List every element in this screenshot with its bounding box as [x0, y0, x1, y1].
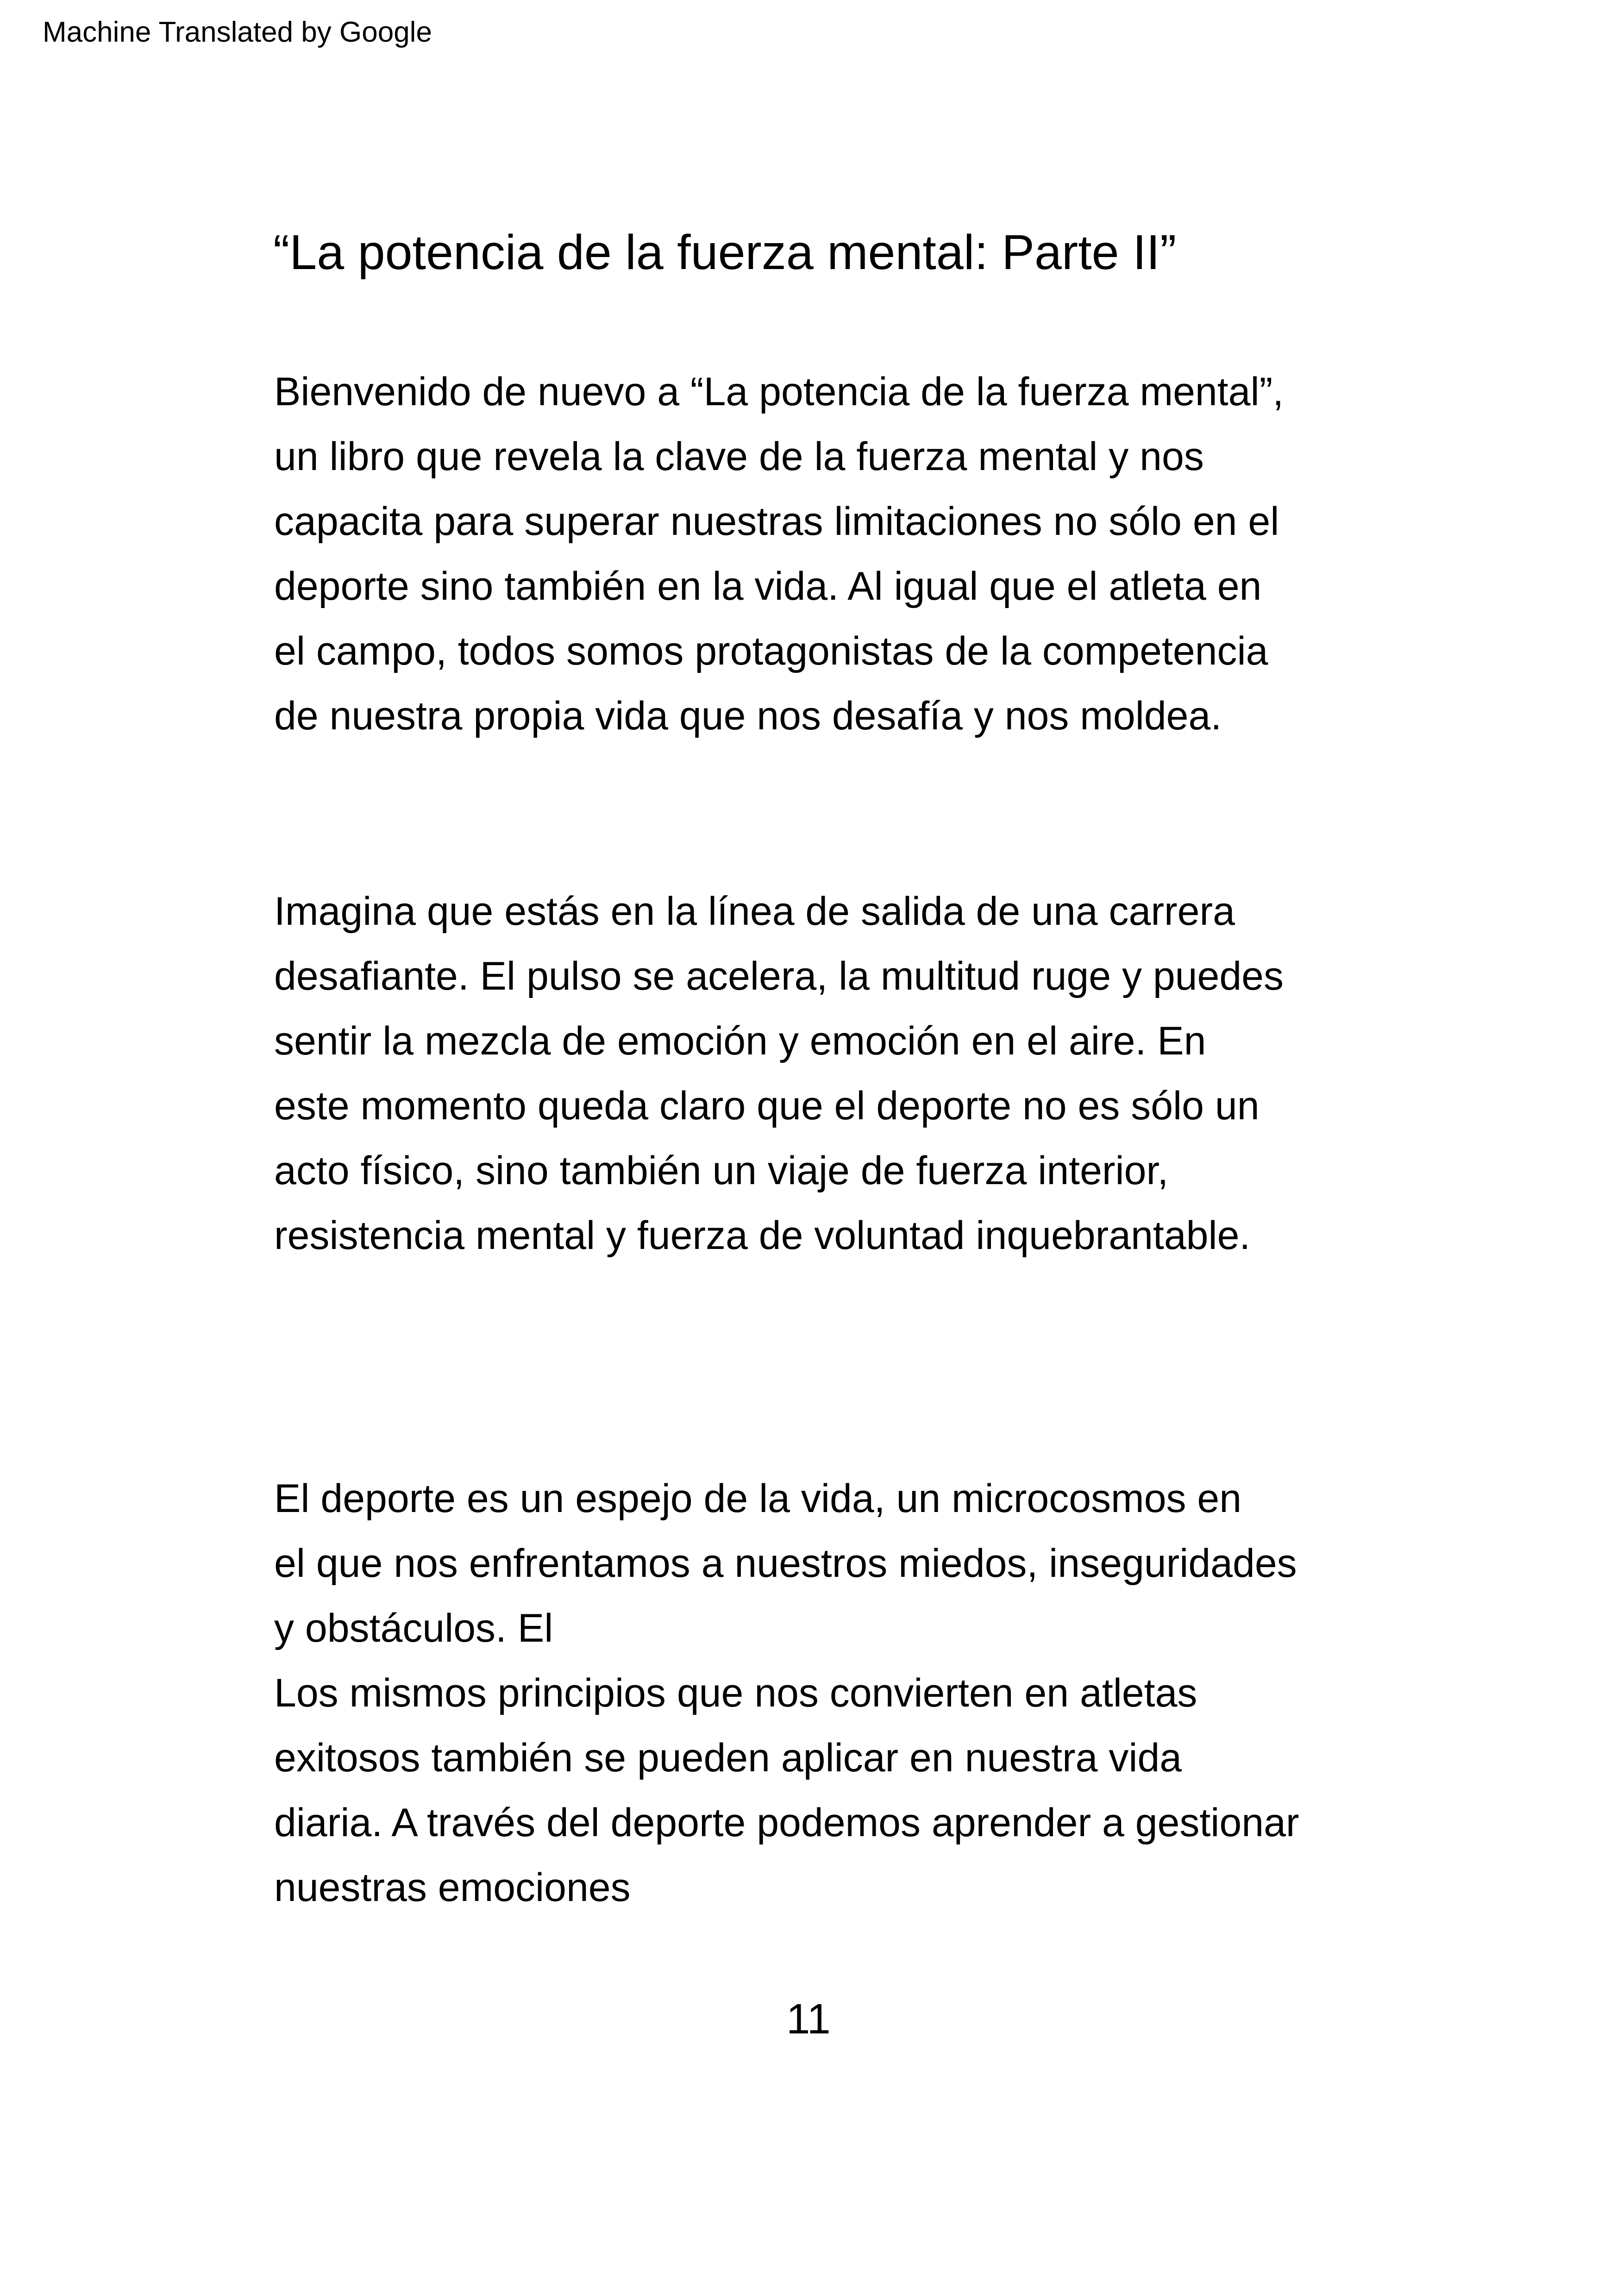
- paragraph-line: Bienvenido de nuevo a “La potencia de la fuerza mental”,: [274, 370, 1284, 414]
- paragraph-line: resistencia mental y fuerza de voluntad inquebrantable.: [274, 1213, 1251, 1258]
- paragraph-line: de nuestra propia vida que nos desafía y nos moldea.: [274, 694, 1222, 738]
- paragraph-line: el que nos enfrentamos a nuestros miedos, inseguridades: [274, 1541, 1297, 1586]
- paragraph-line: el campo, todos somos protagonistas de la competencia: [274, 629, 1268, 673]
- paragraph-line: Imagina que estás en la línea de salida de una carrera: [274, 889, 1235, 934]
- paragraph-2: [274, 879, 1395, 1268]
- paragraph-line: deporte sino también en la vida. Al igual que el atleta en: [274, 564, 1262, 609]
- paragraph-line: sentir la mezcla de emoción y emoción en el aire. En: [274, 1019, 1206, 1063]
- paragraph-line: y obstáculos. El: [274, 1606, 553, 1650]
- paragraph-line: un libro que revela la clave de la fuerza mental y nos: [274, 434, 1204, 479]
- paragraph-line: Los mismos principios que nos convierten en atletas: [274, 1671, 1197, 1715]
- paragraph-line: acto físico, sino también un viaje de fuerza interior,: [274, 1148, 1169, 1193]
- paragraph-line: diaria. A través del deporte podemos aprender a gestionar: [274, 1800, 1299, 1845]
- paragraph-line: este momento queda claro que el deporte no es sólo un: [274, 1084, 1260, 1128]
- paragraph-line: nuestras emociones: [274, 1865, 631, 1910]
- paragraph-line: El deporte es un espejo de la vida, un microcosmos en: [274, 1476, 1242, 1521]
- paragraph-line: capacita para superar nuestras limitaciones no sólo en el: [274, 499, 1279, 544]
- page-title: “La potencia de la fuerza mental: Parte II”: [273, 225, 1177, 280]
- paragraph-3: [274, 1466, 1395, 1920]
- paragraph-line: desafiante. El pulso se acelera, la multitud ruge y puedes: [274, 954, 1284, 998]
- paragraph-1: [274, 359, 1395, 748]
- page-number: 11: [786, 1995, 831, 2043]
- machine-translation-banner: Machine Translated by Google: [43, 16, 432, 48]
- paragraph-line: exitosos también se pueden aplicar en nuestra vida: [274, 1736, 1182, 1780]
